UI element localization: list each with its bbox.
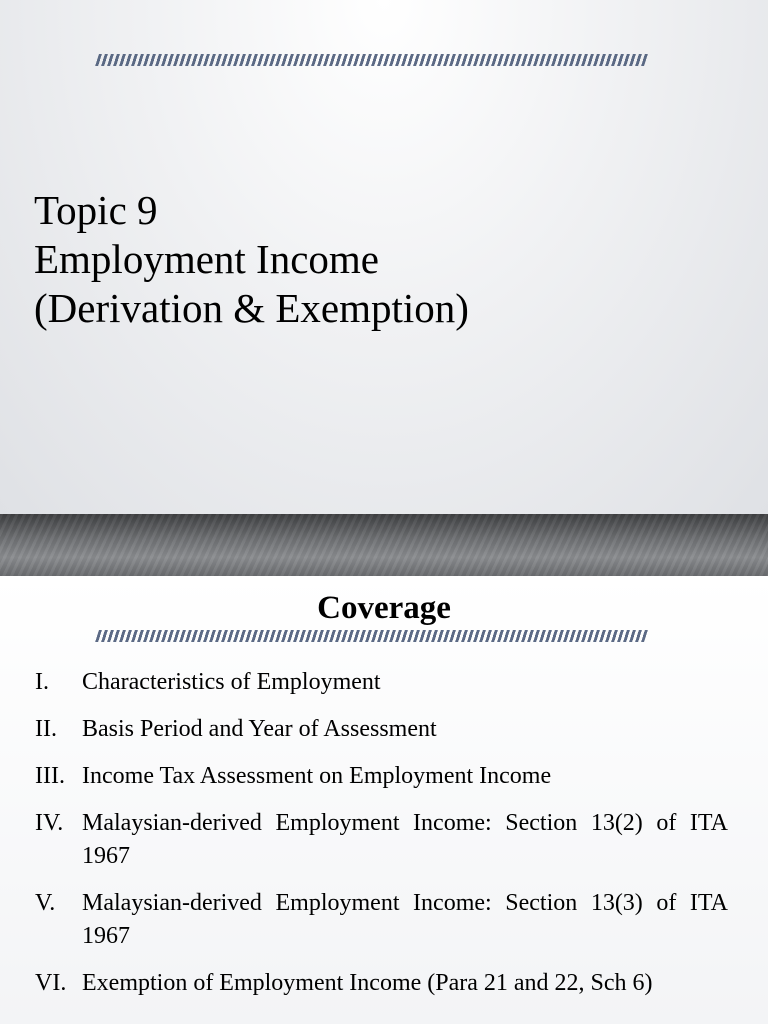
item-text: Characteristics of Employment <box>82 669 381 695</box>
list-item <box>35 713 728 746</box>
title-line-subtitle: (Derivation & Exemption) <box>34 285 469 331</box>
item-text: Malaysian-derived Employment Income: Section 13(2) of ITA 1967 <box>82 810 728 869</box>
title-line-subject: Employment Income <box>34 236 379 282</box>
coverage-slide <box>0 576 768 1024</box>
item-text: Exemption of Employment Income (Para 21 and 22, Sch 6) <box>82 970 653 996</box>
list-item <box>35 887 728 953</box>
item-text: Malaysian-derived Employment Income: Section 13(3) of ITA 1967 <box>82 890 728 949</box>
item-text: Basis Period and Year of Assessment <box>82 716 437 742</box>
item-number: VI. <box>35 970 67 996</box>
decorative-stripe <box>95 54 648 66</box>
list-item <box>35 760 728 793</box>
list-item <box>35 807 728 873</box>
decorative-stripe <box>95 630 648 642</box>
slide-title <box>34 186 469 333</box>
item-number: III. <box>35 763 65 789</box>
list-item <box>35 967 728 1000</box>
title-line-topic: Topic 9 <box>34 187 158 233</box>
item-number: IV. <box>35 810 64 836</box>
item-number: II. <box>35 716 57 742</box>
item-number: V. <box>35 890 56 916</box>
list-item <box>35 666 728 699</box>
coverage-heading: Coverage <box>317 590 451 626</box>
item-text: Income Tax Assessment on Employment Income <box>82 763 552 789</box>
coverage-list <box>35 666 728 1014</box>
item-number: I. <box>35 669 49 695</box>
slide-divider-band <box>0 514 768 576</box>
